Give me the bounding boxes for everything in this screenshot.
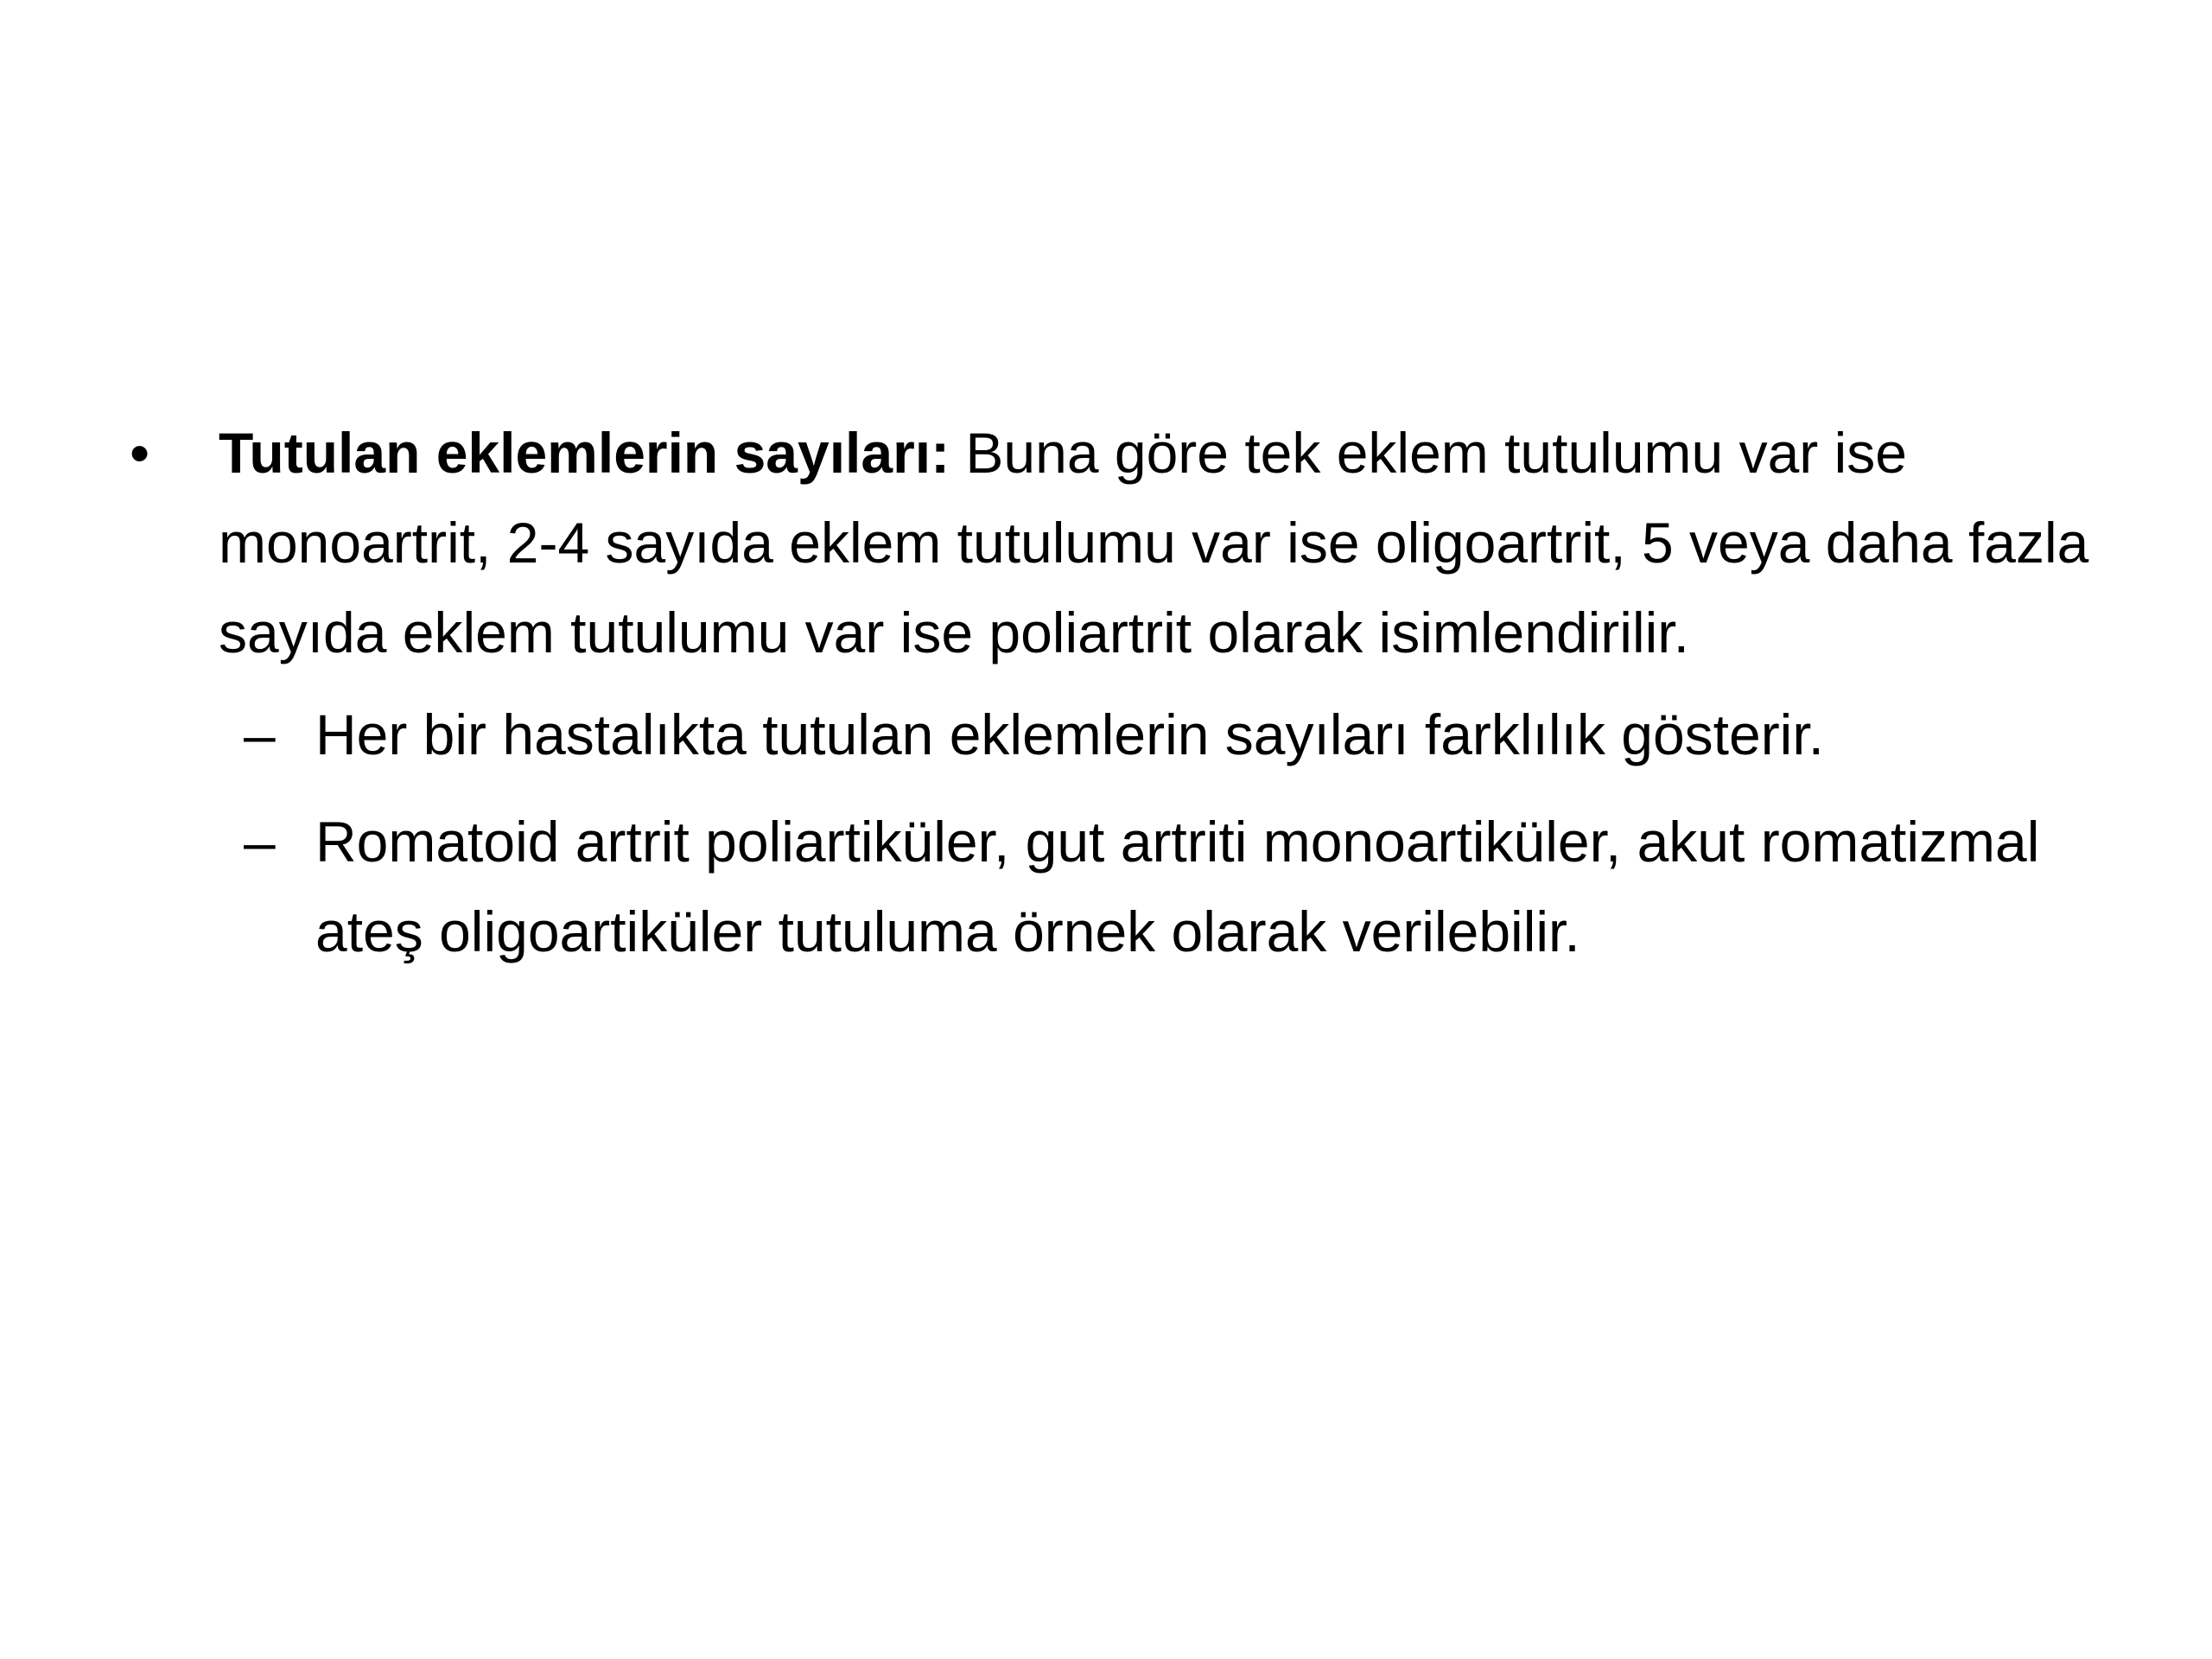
sub-bullet-list bbox=[130, 690, 2117, 976]
sub-bullet-marker: – bbox=[244, 702, 276, 766]
bullet-marker: • bbox=[130, 421, 150, 485]
bullet-item bbox=[130, 408, 2117, 677]
sub-bullet-text: Romatoid artrit poliartiküler, gut artriti monoartiküler, akut romatizmal ateş oligoartiküler tutuluma örnek olarak verilebilir. bbox=[315, 810, 2040, 963]
sub-bullet-text: Her bir hastalıkta tutulan eklemlerin sayıları farklılık gösterir. bbox=[315, 702, 1825, 766]
bullet-lead-text: Tutulan eklemlerin sayıları: bbox=[219, 421, 950, 485]
sub-bullet-item bbox=[244, 797, 2117, 976]
sub-bullet-marker: – bbox=[244, 810, 276, 874]
sub-bullet-item bbox=[244, 690, 2117, 779]
bullet-body-text: Buna göre tek eklem tutulumu var ise monoartrit, 2-4 sayıda eklem tutulumu var ise oligoartrit, 5 veya daha fazla sayıda eklem tutulumu var ise poliartrit olarak isimlendirilir. bbox=[219, 421, 2089, 664]
slide-content bbox=[130, 408, 2117, 994]
